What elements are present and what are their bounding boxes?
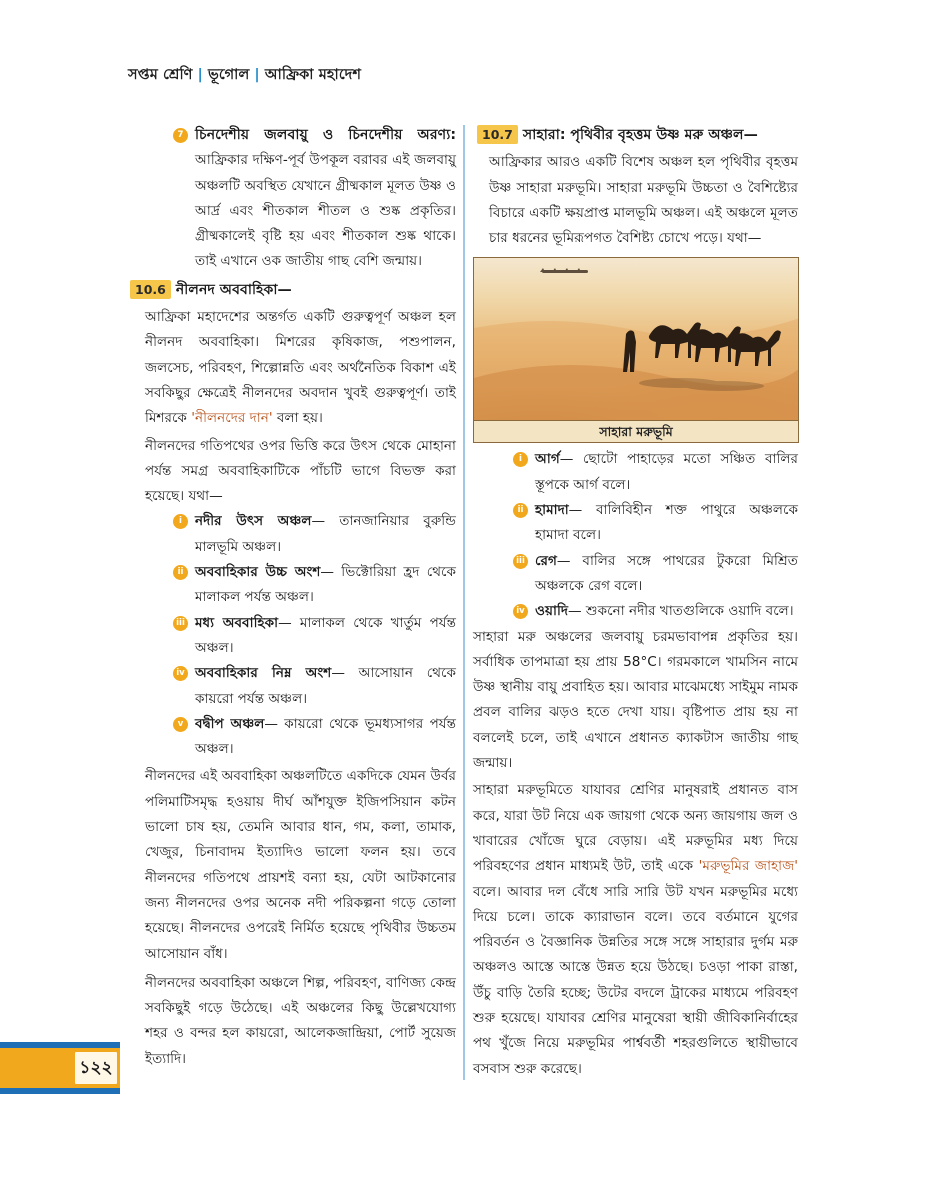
- item-term: নদীর উৎস অঞ্চল: [195, 513, 312, 530]
- header-separator: |: [254, 67, 260, 83]
- list-item: [513, 447, 798, 498]
- number-badge: iv: [173, 666, 188, 681]
- section-number-badge: 10.6: [130, 280, 171, 299]
- item-title: চিনদেশীয় জলবায়ু ও চিনদেশীয় অরণ্য:: [195, 127, 456, 143]
- section-title: নীলনদ অববাহিকা—: [175, 281, 292, 298]
- list-item: [513, 498, 798, 549]
- list-item: [173, 712, 456, 763]
- number-badge: iv: [513, 604, 528, 619]
- quote-text: 'মরুভূমির জাহাজ': [698, 858, 798, 875]
- sahara-desert-figure: [473, 257, 799, 443]
- list-item: [513, 599, 798, 624]
- number-badge: ii: [173, 565, 188, 580]
- item-term: আর্গ: [535, 451, 560, 468]
- section-heading-10-7: [477, 123, 798, 148]
- paragraph: আফ্রিকার আরও একটি বিশেষ অঞ্চল হল পৃথিবীর বৃহত্তম উষ্ণ সাহারা মরুভূমি। সাহারা মরুভূমি উচ্চতা ও বৈশিষ্ট্যের বিচারে একটি ক্ষয়প্রাপ্ত মালভূমি অঞ্চল। এই অঞ্চলে মূলত চার ধরনের ভূমিরূপগত বৈশিষ্ট্য চোখে পড়ে। যথা—: [489, 154, 798, 247]
- section-heading-10-6: [130, 278, 456, 303]
- item-term: হামাদা: [535, 502, 569, 519]
- climate-item-7: [145, 123, 456, 275]
- paragraph: [473, 778, 798, 1082]
- item-term: মধ্য অববাহিকা: [195, 614, 279, 631]
- item-desc: — কায়রো থেকে ভূমধ্যসাগর পর্যন্ত অঞ্চল।: [195, 715, 456, 758]
- item-desc: — বালিবিহীন শক্ত পাথুরে অঞ্চলকে হামাদা বলে।: [535, 502, 798, 544]
- item-term: অববাহিকার উচ্চ অংশ: [195, 564, 321, 581]
- number-badge: i: [513, 452, 528, 467]
- item-desc: — ছোটো পাহাড়ের মতো সঞ্চিত বালির স্তূপকে আর্গ বলে।: [535, 451, 798, 493]
- quote-text: 'নীলনদের দান': [191, 410, 273, 427]
- text-span: আফ্রিকা মহাদেশের অন্তর্গত একটি গুরুত্বপূর্ণ অঞ্চল হল নীলনদ অববাহিকা। মিশরের কৃষিকাজ, পশুপালন, জলসেচ, পরিবহণ, শিল্পোন্নতি এবং অর্থনৈতিক বিকাশ এই সবকিছুর ক্ষেত্রেই নীলনদের অবদান খুবই গুরুত্বপূর্ণ। তাই মিশরকে: [145, 309, 456, 427]
- page-number: ১২২: [73, 1050, 119, 1086]
- text-span: বলে। আবার দল বেঁধে সারি সারি উট যখন মরুভূমির মধ্যে দিয়ে চলে। তাকে ক্যারাভান বলে। তবে বর্তমানে যুগের পরিবর্তন ও বৈজ্ঞানিক উন্নতির সঙ্গে সঙ্গে সাহারার দুর্গম মরু অঞ্চলও আস্তে আস্তে উন্নত হয়ে উঠছে। চওড়া পাকা রাস্তা, উঁচু বাড়ি তৈরি হচ্ছে; উটের বদলে ট্রাকের মাধ্যমে পরিবহণ শুরু হয়েছে। যাযাবর শ্রেণির মানুষেরা স্থায়ী জীবিকানির্বাহের পথ খুঁজে নিয়ে মরুভূমির পার্শ্ববর্তী শহরগুলিতে স্থায়ীভাবে বসবাস শুরু করেছে।: [473, 883, 798, 1077]
- paragraph: নীলনদের এই অববাহিকা অঞ্চলটিতে একদিকে যেমন উর্বর পলিমাটিসমৃদ্ধ হওয়ায় দীর্ঘ আঁশযুক্ত ইজিপসিয়ান কটন ভালো চাষ হয়, তেমনি আবার ধান, গম, কলা, তামাক, খেজুর, চিনাবাদম ইত্যাদিও ভালো ফলন হয়। তবে নীলনদের গতিপথে প্রায়শই বন্যা হয়, যেটা আটকানোর জন্য নীলনদের ওপর অনেক নদী পরিকল্পনা গড়ে তোলা হয়েছে। নীলনদের ওপরেই নির্মিত হয়েছে পৃথিবীর উচ্চতম আসোয়ান বাঁধ।: [145, 768, 456, 962]
- item-term: বদ্বীপ অঞ্চল: [195, 715, 265, 732]
- item-desc: — আসোয়ান থেকে কায়রো পর্যন্ত অঞ্চল।: [195, 665, 456, 707]
- camel-caravan-illustration: [474, 258, 799, 422]
- list-item: [173, 123, 456, 275]
- paragraph: [145, 305, 456, 431]
- column-rule: [463, 125, 465, 1080]
- number-badge: v: [173, 717, 188, 732]
- list-item: [173, 560, 456, 611]
- item-desc: — শুকনো নদীর খাতগুলিকে ওয়াদি বলে।: [568, 603, 794, 620]
- list-item: [173, 661, 456, 712]
- sahara-landform-list: [473, 447, 798, 624]
- paragraph: নীলনদের অববাহিকা অঞ্চলে শিল্প, পরিবহণ, বাণিজ্য কেন্দ্র সবকিছুই গড়ে উঠেছে। এই অঞ্চলের কিছু উল্লেখযোগ্য শহর ও বন্দর হল কায়রো, আলেকজান্দ্রিয়া, পোর্ট সুয়েজ ইত্যাদি।: [145, 974, 456, 1067]
- header-subject: ভূগোল: [207, 67, 250, 83]
- left-column: [135, 123, 457, 1072]
- text-span: বলা হয়।: [272, 410, 323, 427]
- number-badge: ii: [513, 503, 528, 518]
- list-item: [513, 549, 798, 600]
- header-separator: |: [197, 67, 203, 83]
- item-term: রেগ: [535, 552, 557, 569]
- number-badge: i: [173, 514, 188, 529]
- number-badge: 7: [173, 128, 188, 143]
- section-number-badge: 10.7: [477, 125, 518, 144]
- section-title: সাহারা: পৃথিবীর বৃহত্তম উষ্ণ মরু অঞ্চল—: [522, 127, 758, 143]
- item-desc: — মালাকল থেকে খার্তুম পর্যন্ত অঞ্চল।: [195, 614, 457, 656]
- right-column: [473, 123, 798, 1082]
- running-header: [128, 64, 361, 88]
- item-term: ওয়াদি: [535, 603, 568, 620]
- text-span: সাহারা মরুভূমিতে যাযাবর শ্রেণির মানুষরাই প্রধানত বাস করে, যারা উট নিয়ে এক জায়গা থেকে অন্য জায়গায় জল ও খাবারের খোঁজে ঘুরে বেড়ায়। এই মরুভূমির মধ্য দিয়ে পরিবহণের প্রধান মাধ্যমই উট, তাই একে: [473, 782, 798, 875]
- item-desc: — ভিক্টোরিয়া হ্রদ থেকে মালাকল পর্যন্ত অঞ্চল।: [195, 564, 456, 606]
- paragraph: নীলনদের গতিপথের ওপর ভিত্তি করে উৎস থেকে মোহানা পর্যন্ত সমগ্র অববাহিকাটিকে পাঁচটি ভাগে বিভক্ত করা হয়েছে। যথা—: [145, 437, 456, 505]
- header-chapter: আফ্রিকা মহাদেশ: [264, 67, 362, 83]
- nile-basin-list: [145, 509, 456, 762]
- list-item: [173, 611, 456, 662]
- number-badge: iii: [173, 616, 188, 631]
- item-term: অববাহিকার নিম্ন অংশ: [195, 665, 332, 682]
- header-class: সপ্তম শ্রেণি: [128, 67, 193, 83]
- number-badge: iii: [513, 554, 528, 569]
- figure-caption: সাহারা মরুভূমি: [474, 420, 798, 442]
- list-item: [173, 509, 456, 560]
- item-desc: — তানজানিয়ার বুরুন্ডি মালভূমি অঞ্চল।: [195, 513, 456, 555]
- item-text: আফ্রিকার দক্ষিণ-পূর্ব উপকূল বরাবর এই জলবায়ু অঞ্চলটি অবস্থিত যেখানে গ্রীষ্মকাল মূলত উষ্ণ ও আর্দ্র এবং শীতকাল শীতল ও শুষ্ক প্রকৃতির। গ্রীষ্মকালেই বৃষ্টি হয় এবং শীতকাল শুষ্ক থাকে। তাই এখানে ওক জাতীয় গাছ বেশি জন্মায়।: [195, 152, 456, 270]
- paragraph: সাহারা মরু অঞ্চলের জলবায়ু চরমভাবাপন্ন প্রকৃতির হয়। সর্বাধিক তাপমাত্রা হয় প্রায় 58°C। গরমকালে খামসিন নামে উষ্ণ স্থানীয় বায়ু প্রবাহিত হয়। আবার মাঝেমধ্যে সাইমুম নামক প্রবল বালির ঝড়ও হতে দেখা যায়। বৃষ্টিপাত প্রায় হয় না বললেই চলে, তাই এখানে প্রধানত ক্যাকটাস জাতীয় গাছ জন্মায়।: [473, 628, 798, 772]
- item-desc: — বালির সঙ্গে পাথরের টুকরো মিশ্রিত অঞ্চলকে রেগ বলে।: [535, 552, 798, 594]
